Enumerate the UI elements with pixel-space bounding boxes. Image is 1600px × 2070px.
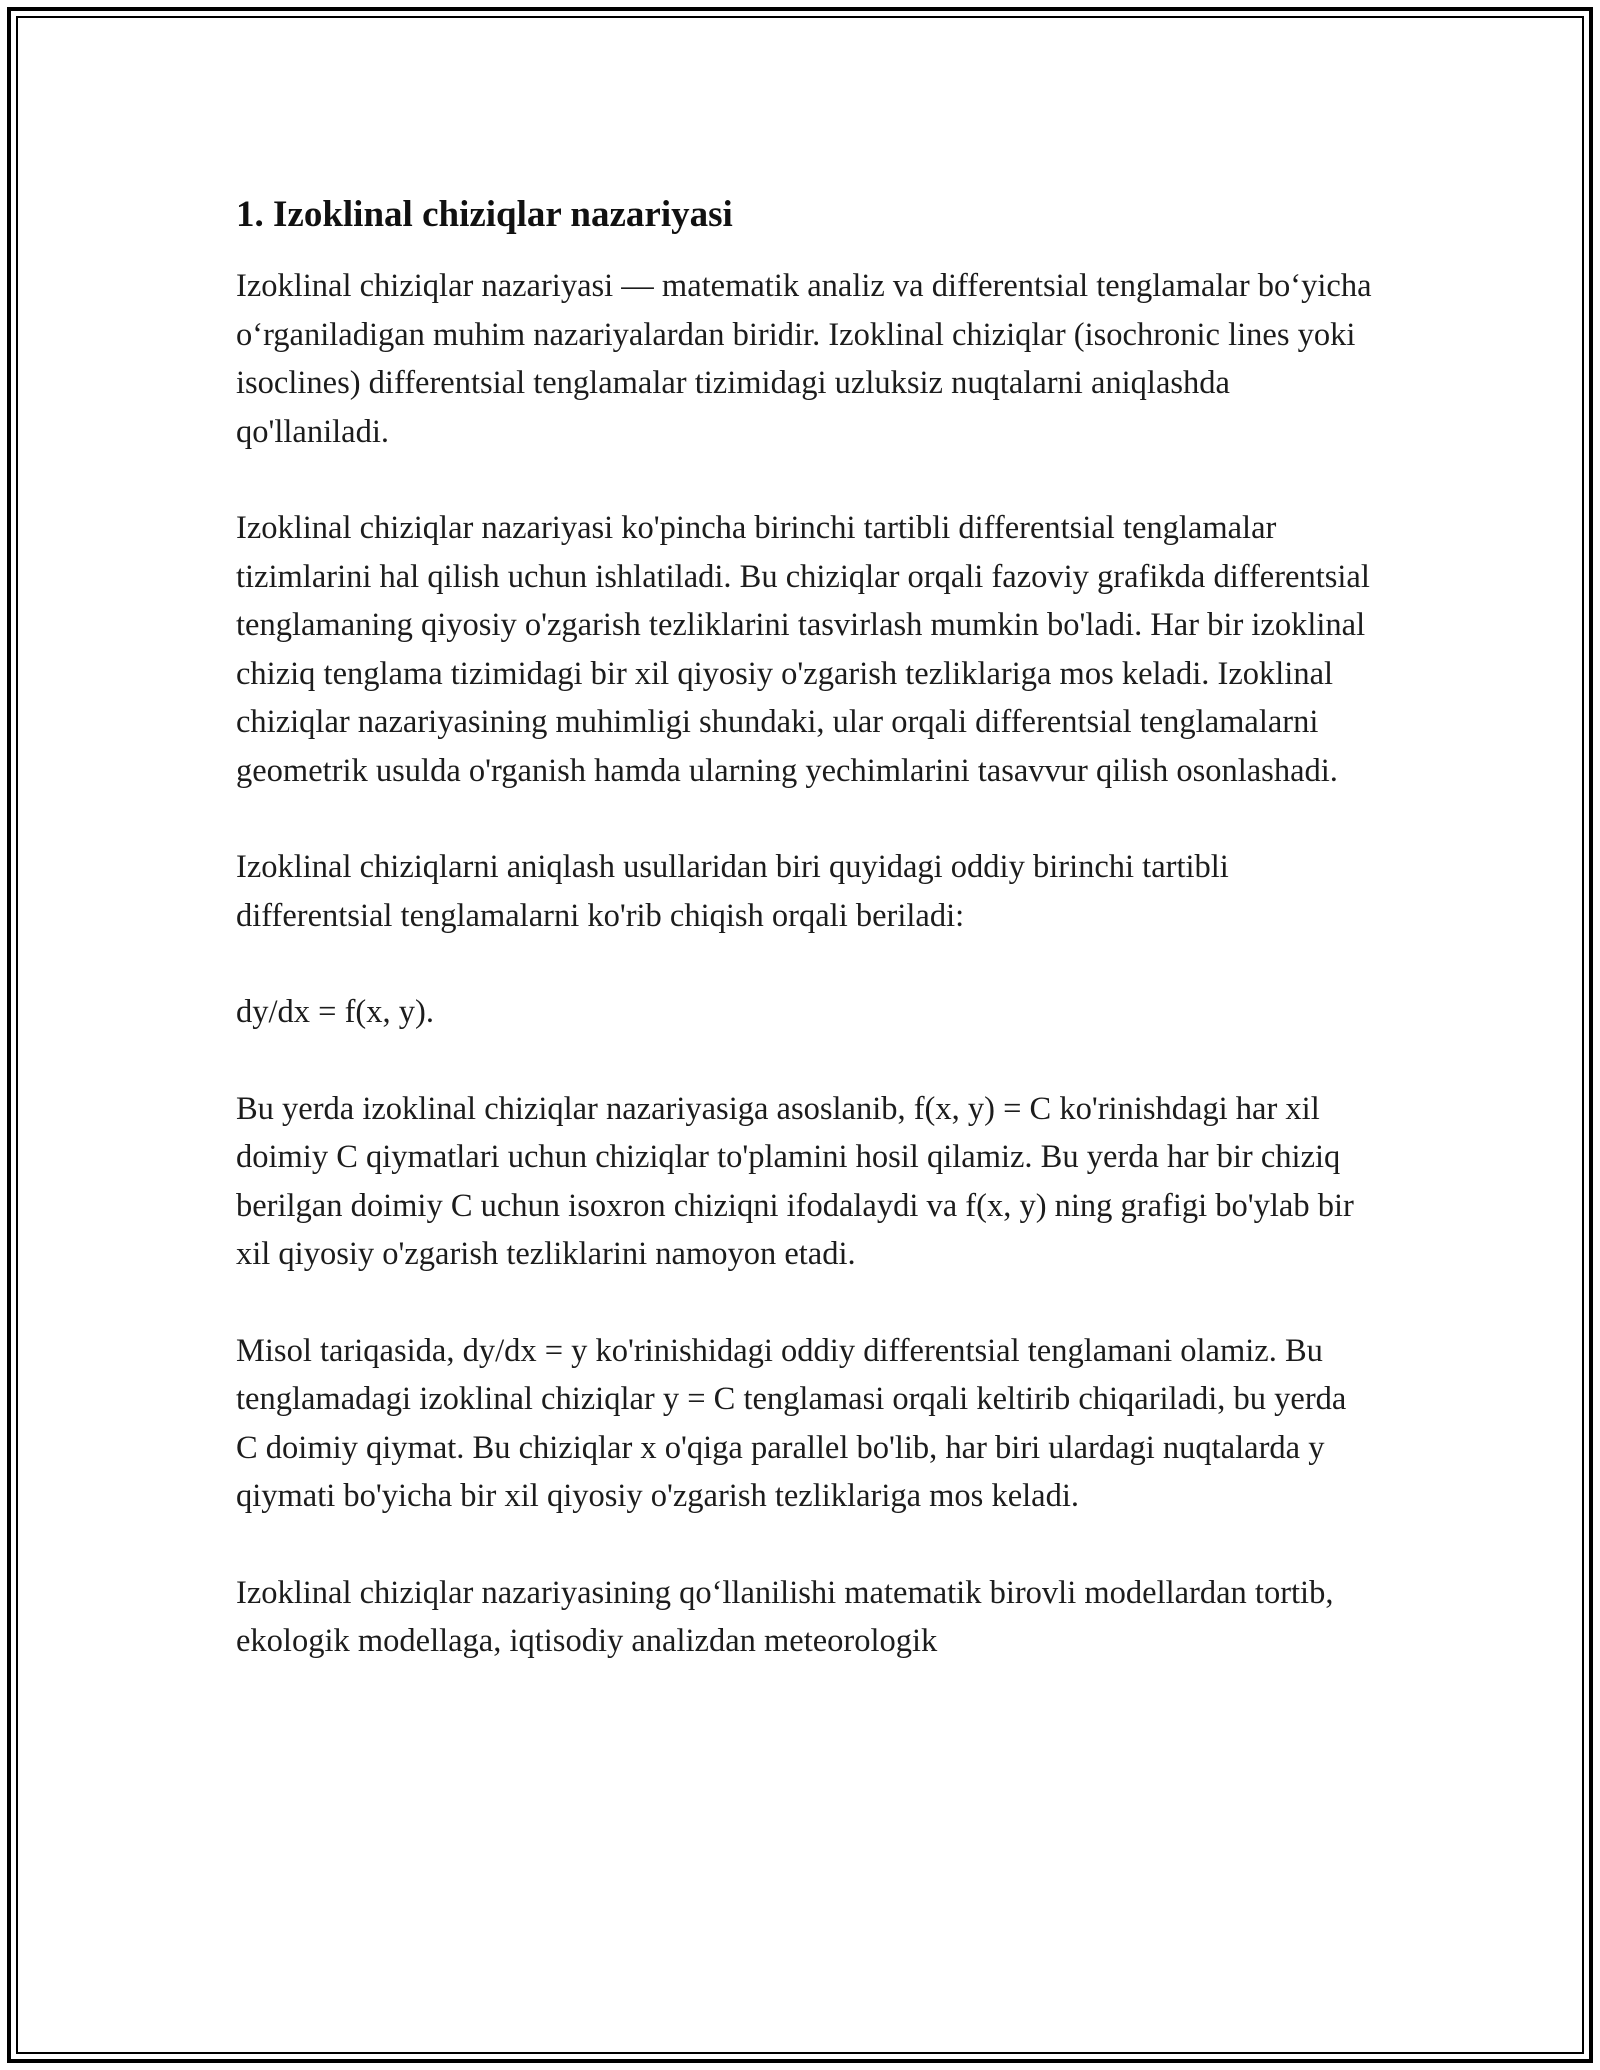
paragraph-usage: Izoklinal chiziqlar nazariyasi ko'pincha birinchi tartibli differentsial tenglamalar tizimlarini hal qilish uchun ishlatiladi. Bu chiziqlar orqali fazoviy grafikda differentsial tenglamaning qiyosiy o'zgarish tezliklarini tasvirlash mumkin bo'ladi. Har bir izoklinal chiziq tenglama tizimidagi bir xil qiyosiy o'zgarish tezliklariga mos keladi. Izoklinal chiziqlar nazariyasining muhimligi shundaki, ular orqali differentsial tenglamalarni geometrik usulda o'rganish hamda ularning yechimlarini tasavvur qilish osonlashadi.	[236, 510, 1370, 789]
equation-line: dy/dx = f(x, y).	[236, 994, 434, 1030]
document-body	[236, 186, 1376, 1714]
paragraph-intro: Izoklinal chiziqlar nazariyasi — matematik analiz va differentsial tenglamalar bo‘yicha o‘rganiladigan muhim nazariyalardan biridir. Izoklinal chiziqlar (isochronic lines yoki isoclines) differentsial tenglamalar tizimidagi uzluksiz nuqtalarni aniqlashda qo'llaniladi.	[236, 268, 1372, 450]
paragraph-example: Misol tariqasida, dy/dx = y ko'rinishidagi oddiy differentsial tenglamani olamiz. Bu tenglamadagi izoklinal chiziqlar y = C tenglamasi orqali keltirib chiqariladi, bu yerda C doimiy qiymat. Bu chiziqlar x o'qiga parallel bo'lib, har biri ulardagi nuqtalarda y qiymati bo'yicha bir xil qiyosiy o'zgarish tezliklariga mos keladi.	[236, 1332, 1347, 1514]
paragraph-explanation: Bu yerda izoklinal chiziqlar nazariyasiga asoslanib, f(x, y) = C ko'rinishdagi har xil doimiy C qiymatlari uchun chiziqlar to'plamini hosil qilamiz. Bu yerda har bir chiziq berilgan doimiy C uchun isoxron chiziqni ifodalaydi va f(x, y) ning grafigi bo'ylab bir xil qiyosiy o'zgarish tezliklarini namoyon etadi.	[236, 1090, 1354, 1272]
paragraph-applications: Izoklinal chiziqlar nazariyasining qo‘llanilishi matematik birovli modellardan tortib, ekologik modellaga, iqtisodiy analizdan meteorologik	[236, 1574, 1334, 1659]
section-heading: 1. Izoklinal chiziqlar nazariyasi	[236, 194, 733, 235]
paragraph-method: Izoklinal chiziqlarni aniqlash usullaridan biri quyidagi oddiy birinchi tartibli differentsial tenglamalarni ko'rib chiqish orqali beriladi:	[236, 849, 1229, 934]
